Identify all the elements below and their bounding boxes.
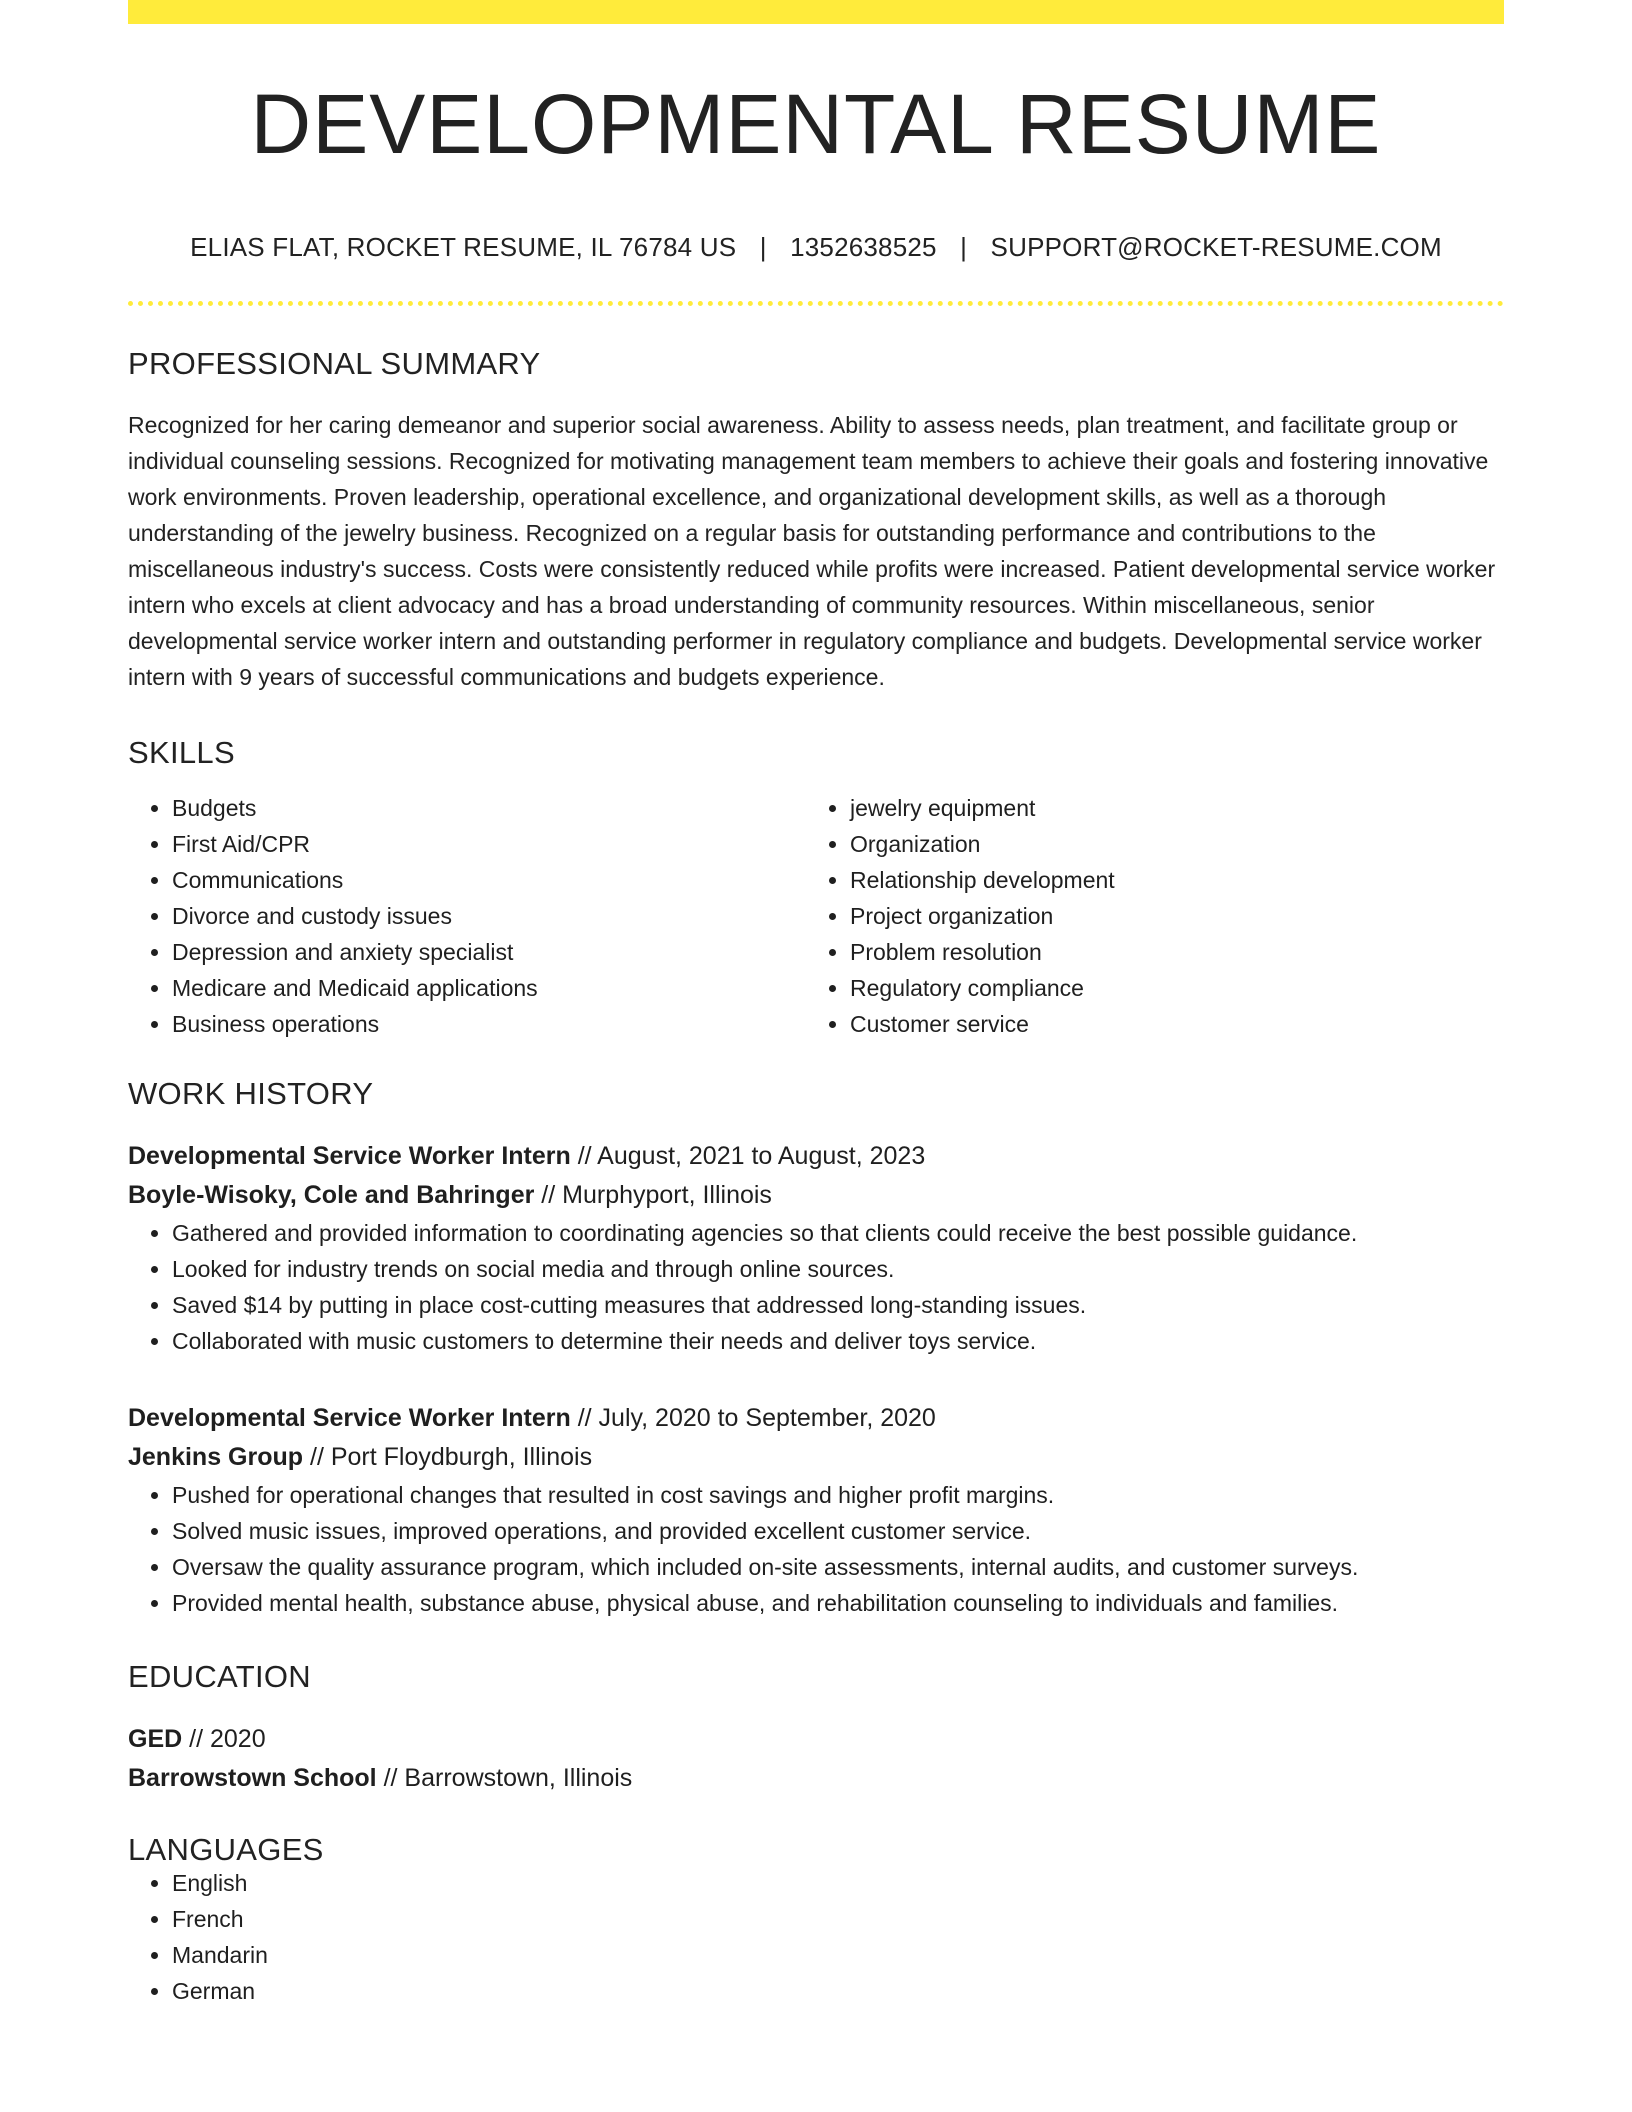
summary-text: Recognized for her caring demeanor and superior social awareness. Ability to assess needs, plan treatment, and facilitate group or individual counseling sessions. Recognized for motivating management team members to achieve their goals and fostering innovative work environments. Proven leadership, operational excellence, and organizational development skills, as well as a thorough understanding of the jewelry business. Recognized on a regular basis for outstanding performance and contributions to the miscellaneous industry's success. Costs were consistently reduced while profits were increased. Patient developmental service worker intern who excels at client advocacy and has a broad understanding of community resources. Within miscellaneous, senior developmental service worker intern and outstanding performer in regulatory compliance and budgets. Developmental service worker intern with 9 years of successful communications and budgets experience. xyxy=(128,412,1496,690)
degree-line xyxy=(128,1720,1504,1759)
job-company-line xyxy=(128,1176,1504,1215)
skill-item: • Medicare and Medicaid applications xyxy=(172,970,806,1006)
language-item: • Mandarin xyxy=(172,1937,1504,1973)
degree-year: // 2020 xyxy=(189,1725,266,1753)
dotted-divider xyxy=(128,301,1504,306)
contact-line xyxy=(128,232,1504,263)
job-duty: • Solved music issues, improved operations, and provided excellent customer service. xyxy=(172,1513,1504,1549)
job-company: Boyle-Wisoky, Cole and Bahringer xyxy=(128,1181,535,1209)
job-company: Jenkins Group xyxy=(128,1443,304,1471)
skills-right-list xyxy=(806,790,1484,1042)
job-title: Developmental Service Worker Intern xyxy=(128,1142,571,1170)
contact-phone: 1352638525 xyxy=(790,232,937,262)
accent-bar xyxy=(128,0,1504,24)
contact-separator: | xyxy=(960,232,968,262)
contact-separator: | xyxy=(759,232,767,262)
skills-left-list xyxy=(128,790,806,1042)
skill-item: • First Aid/CPR xyxy=(172,826,806,862)
skill-item: • Problem resolution xyxy=(850,934,1484,970)
job-duty: • Saved $14 by putting in place cost-cutting measures that addressed long-standing issues. xyxy=(172,1287,1504,1323)
job-entry xyxy=(128,1137,1504,1359)
job-dates: // July, 2020 to September, 2020 xyxy=(577,1404,936,1432)
job-location: // Port Floydburgh, Illinois xyxy=(310,1443,593,1471)
skill-item: • Budgets xyxy=(172,790,806,826)
skill-item: • jewelry equipment xyxy=(850,790,1484,826)
languages-heading: LANGUAGES xyxy=(128,1832,324,1867)
resume-page xyxy=(128,0,1504,2009)
job-title-line xyxy=(128,1137,1504,1176)
language-item: • French xyxy=(172,1901,1504,1937)
education-heading: EDUCATION xyxy=(128,1659,311,1694)
skill-item: • Regulatory compliance xyxy=(850,970,1484,1006)
school-name: Barrowstown School xyxy=(128,1764,377,1792)
job-duty: • Looked for industry trends on social media and through online sources. xyxy=(172,1251,1504,1287)
job-company-line xyxy=(128,1438,1504,1477)
skill-item: • Depression and anxiety specialist xyxy=(172,934,806,970)
document-title: DEVELOPMENTAL RESUME xyxy=(250,77,1382,171)
contact-address: ELIAS FLAT, ROCKET RESUME, IL 76784 US xyxy=(190,232,737,262)
skill-item: • Business operations xyxy=(172,1006,806,1042)
job-dates: // August, 2021 to August, 2023 xyxy=(577,1142,926,1170)
language-item: • German xyxy=(172,1973,1504,2009)
job-title-line xyxy=(128,1399,1504,1438)
job-entry xyxy=(128,1399,1504,1621)
contact-email: SUPPORT@ROCKET-RESUME.COM xyxy=(990,232,1442,262)
job-duty: • Gathered and provided information to coordinating agencies so that clients could receive the best possible guidance. xyxy=(172,1215,1504,1251)
job-title: Developmental Service Worker Intern xyxy=(128,1404,571,1432)
language-item: • English xyxy=(172,1865,1504,1901)
job-duties-list xyxy=(128,1477,1504,1621)
school-location: // Barrowstown, Illinois xyxy=(383,1764,633,1792)
skills-heading: SKILLS xyxy=(128,735,235,770)
degree-name: GED xyxy=(128,1725,183,1753)
languages-list xyxy=(128,1865,1504,2009)
summary-heading: PROFESSIONAL SUMMARY xyxy=(128,346,541,381)
job-duty: • Provided mental health, substance abuse, physical abuse, and rehabilitation counseling to individuals and families. xyxy=(172,1585,1504,1621)
job-duty: • Oversaw the quality assurance program, which included on-site assessments, internal audits, and customer surveys. xyxy=(172,1549,1504,1585)
job-duty: • Collaborated with music customers to determine their needs and deliver toys service. xyxy=(172,1323,1504,1359)
skill-item: • Communications xyxy=(172,862,806,898)
job-location: // Murphyport, Illinois xyxy=(541,1181,772,1209)
skill-item: • Organization xyxy=(850,826,1484,862)
school-line xyxy=(128,1759,1504,1798)
skill-item: • Relationship development xyxy=(850,862,1484,898)
skills-columns xyxy=(128,790,1504,1042)
job-duties-list xyxy=(128,1215,1504,1359)
job-duty: • Pushed for operational changes that resulted in cost savings and higher profit margins. xyxy=(172,1477,1504,1513)
education-entry xyxy=(128,1720,1504,1798)
skill-item: • Customer service xyxy=(850,1006,1484,1042)
work-history-heading: WORK HISTORY xyxy=(128,1076,374,1111)
skill-item: • Project organization xyxy=(850,898,1484,934)
skill-item: • Divorce and custody issues xyxy=(172,898,806,934)
